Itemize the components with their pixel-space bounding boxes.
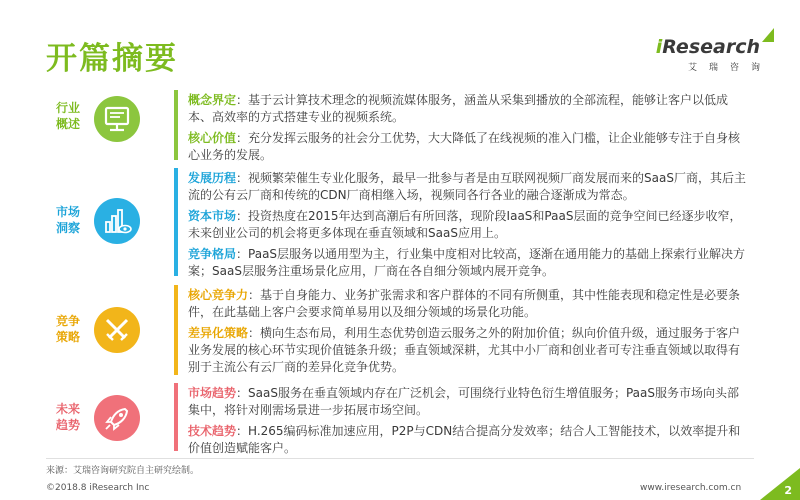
section-label-line1: 行业 (55, 101, 80, 115)
paragraph-text: ：SaaS服务在垂直领域内存在广泛机会，可围绕行业特色衍生增值服务；PaaS服务市场向头部集中，将针对刚需场景进一步拓展市场空间。 (188, 386, 739, 417)
section-bar (174, 90, 178, 160)
section-label-line1: 市场 (55, 205, 80, 219)
paragraph-text: ：基于自身能力、业务扩张需求和客户群体的不同有所侧重，其中性能表现和稳定性是必要条件，在此基础上客户会要求简单易用以及细分领域的场景化功能。 (188, 288, 741, 319)
section-content (188, 385, 748, 461)
section-label (44, 313, 92, 345)
paragraph-keyword: 竞争格局 (188, 247, 237, 261)
section-bar (174, 168, 178, 276)
paragraph-text: ：视频繁荣催生专业化服务，最早一批参与者是由互联网视频厂商发展而来的SaaS厂商，其后主流的公有云厂商和传统的CDN厂商相继入场，视频同各行各业的融合逐渐成为常态。 (188, 171, 746, 202)
paragraph (188, 246, 748, 280)
paragraph-text: ：充分发挥云服务的社会分工优势，大大降低了在线视频的准入门槛，让企业能够专注于自身核心业务的发展。 (188, 131, 741, 162)
paragraph (188, 325, 748, 376)
section-label-line2: 洞察 (55, 221, 80, 235)
chart-eye-icon (94, 198, 140, 244)
section-label-line2: 概述 (55, 117, 80, 131)
logo-subtitle: 艾瑞咨询 (687, 63, 772, 73)
logo-word-text: Research (662, 36, 760, 58)
paragraph-keyword: 发展历程 (188, 171, 237, 185)
section-bar (174, 285, 178, 375)
paragraph-text: ：PaaS层服务以通用型为主，行业集中度相对比较高，逐渐在通用能力的基础上探索行业解决方案；SaaS层服务注重场景化应用，厂商在各自细分领域内展开竞争。 (188, 247, 746, 278)
logo-word (656, 36, 760, 58)
paragraph (188, 208, 748, 242)
paragraph-keyword: 资本市场 (188, 209, 237, 223)
paragraph-text: ：横向生态布局，利用生态优势创造云服务之外的附加价值；纵向价值升级，通过服务于客户业务发展的核心环节实现价值链条升级；垂直领域深耕，尤其中小厂商和创业者可专注垂直领域以取得有别于主流公有云厂商的差异化竞争优势。 (188, 326, 741, 374)
copyright: ©2018.8 iResearch Inc (46, 483, 150, 493)
crossed-swords-icon (94, 307, 140, 353)
paragraph (188, 287, 748, 321)
section-label-line1: 竞争 (55, 314, 80, 328)
footer (0, 480, 800, 500)
paragraph (188, 385, 748, 419)
page-number: 2 (784, 484, 792, 497)
paragraph-keyword: 差异化策略 (188, 326, 249, 340)
section-content (188, 92, 748, 168)
footer-divider (46, 458, 754, 459)
section-label-line2: 趋势 (55, 418, 80, 432)
screen-icon (94, 96, 140, 142)
website-link[interactable]: www.iresearch.com.cn (640, 483, 742, 493)
paragraph-text: ：基于云计算技术理念的视频流媒体服务，涵盖从采集到播放的全部流程，能够让客户以低成本、高效率的方式搭建专业的视频系统。 (188, 93, 729, 124)
rocket-icon (94, 395, 140, 441)
section-label (44, 401, 92, 433)
paragraph (188, 170, 748, 204)
paragraph-text: ：H.265编码标准加速应用，P2P与CDN结合提高分发效率；结合人工智能技术，以效率提升和价值创造赋能客户。 (188, 424, 741, 455)
paragraph-text: ：投资热度在2015年达到高潮后有所回落，现阶段IaaS和PaaS层面的竞争空间已经逐步收窄，未来创业公司的机会将更多体现在垂直领域和SaaS应用上。 (188, 209, 742, 240)
logo-prefix: i (655, 36, 663, 58)
section-content (188, 287, 748, 380)
source-note: 来源：艾瑞咨询研究院自主研究绘制。 (46, 466, 200, 476)
paragraph-keyword: 市场趋势 (188, 386, 237, 400)
page-corner-triangle (760, 468, 800, 500)
section-label-line2: 策略 (55, 330, 80, 344)
paragraph-keyword: 概念界定 (188, 93, 237, 107)
paragraph-keyword: 核心竞争力 (188, 288, 249, 302)
section-label (44, 100, 92, 132)
page-title: 开篇摘要 (46, 41, 178, 77)
section-label-line1: 未来 (55, 402, 80, 416)
section-content (188, 170, 748, 284)
iresearch-logo (630, 36, 772, 73)
logo-triangle-icon (762, 28, 774, 42)
paragraph-keyword: 核心价值 (188, 131, 237, 145)
section-label (44, 204, 92, 236)
section-bar (174, 383, 178, 451)
paragraph (188, 92, 748, 126)
paragraph (188, 423, 748, 457)
paragraph-keyword: 技术趋势 (188, 424, 237, 438)
paragraph (188, 130, 748, 164)
